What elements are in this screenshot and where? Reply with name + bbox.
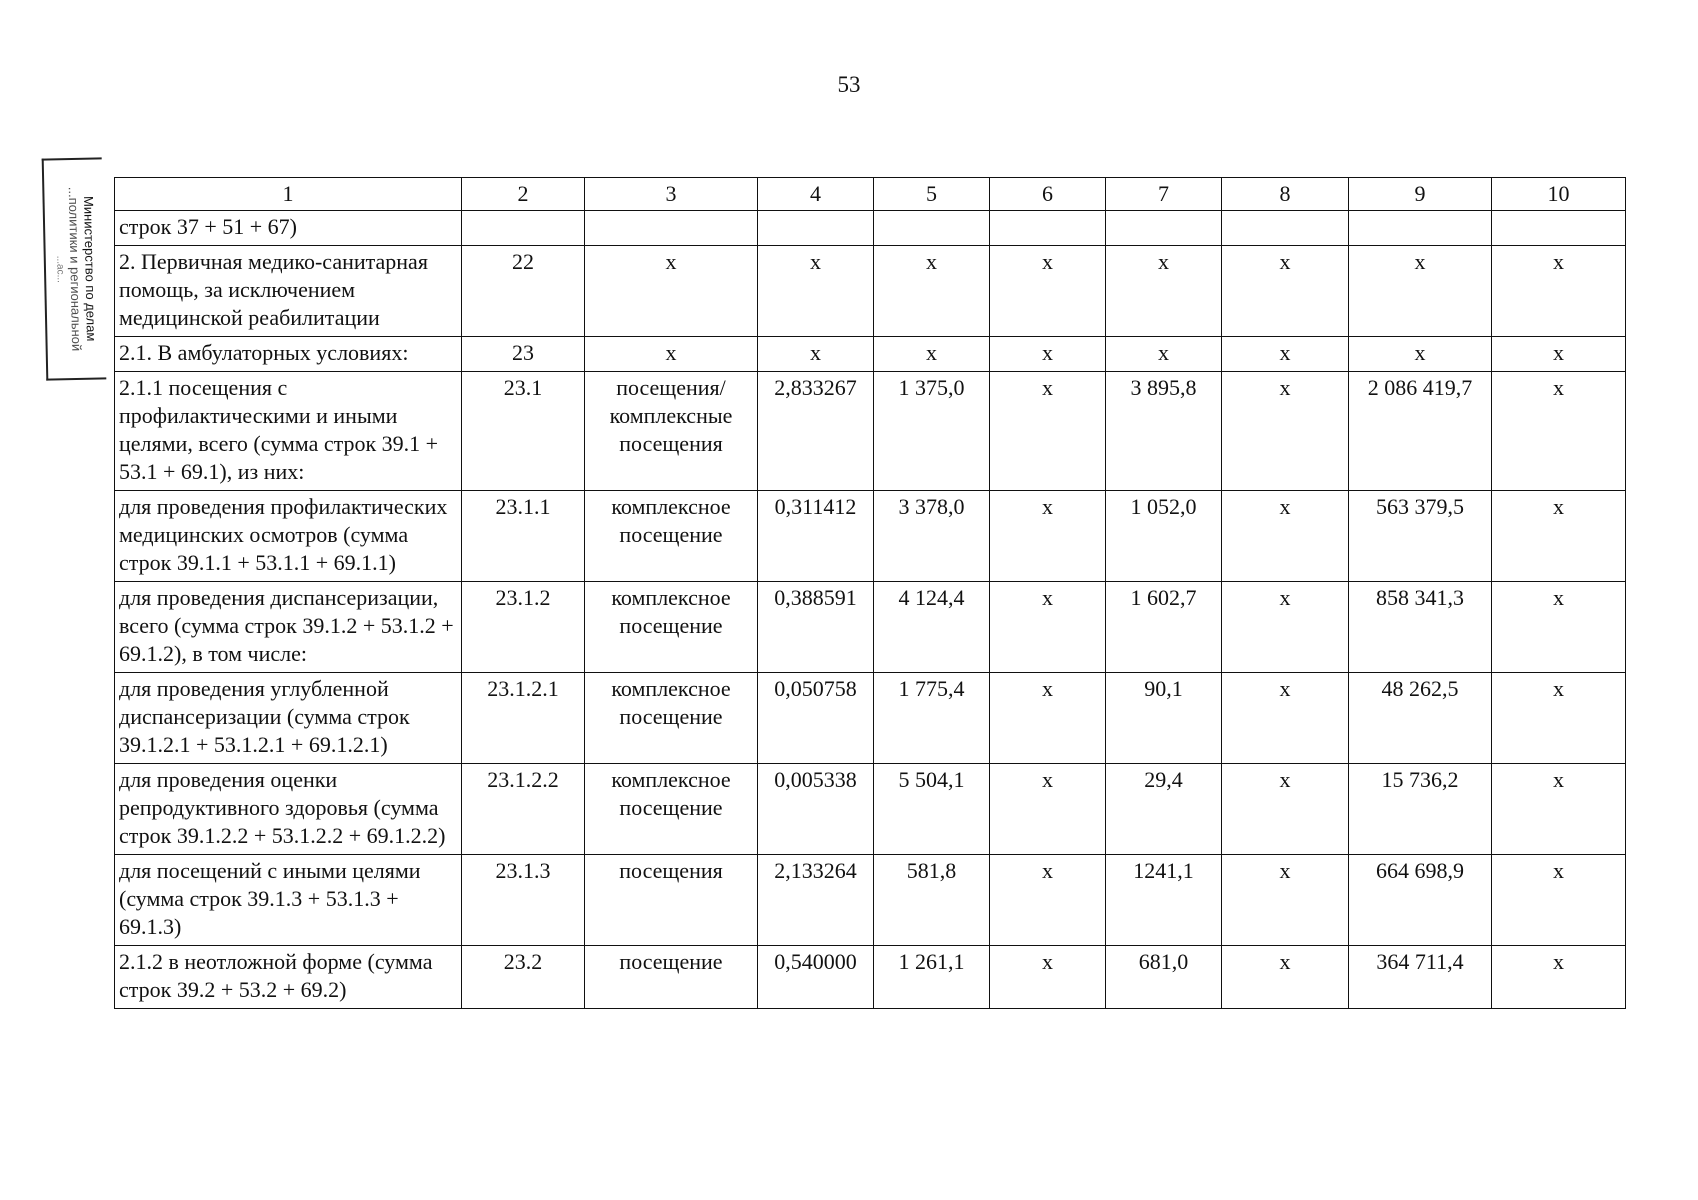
row-name-cell: строк 37 + 51 + 67)	[115, 211, 462, 246]
table-row	[115, 337, 1626, 372]
table-cell: 581,8	[874, 855, 990, 946]
budget-table	[114, 177, 1626, 1009]
table-cell	[874, 211, 990, 246]
table-cell: 23.1.2	[462, 582, 585, 673]
table-cell: х	[874, 246, 990, 337]
table-cell: х	[990, 491, 1106, 582]
table-cell: 22	[462, 246, 585, 337]
table-cell: комплексное посещение	[585, 582, 758, 673]
table-cell: 23.1.1	[462, 491, 585, 582]
table-cell	[462, 211, 585, 246]
table-cell: 1 261,1	[874, 946, 990, 1009]
table-cell: х	[1492, 246, 1626, 337]
table-cell: х	[990, 673, 1106, 764]
table-cell: 29,4	[1106, 764, 1222, 855]
table-cell: 364 711,4	[1349, 946, 1492, 1009]
table-cell: х	[1492, 337, 1626, 372]
table-cell: х	[1222, 764, 1349, 855]
table-cell	[1349, 211, 1492, 246]
table-cell: х	[1492, 946, 1626, 1009]
table-cell: 0,005338	[758, 764, 874, 855]
table-cell: х	[1492, 491, 1626, 582]
table-cell: 0,311412	[758, 491, 874, 582]
table-cell: 5 504,1	[874, 764, 990, 855]
table-row	[115, 855, 1626, 946]
table-row	[115, 582, 1626, 673]
table-cell: х	[758, 337, 874, 372]
table-cell: 4 124,4	[874, 582, 990, 673]
table-cell: х	[1349, 246, 1492, 337]
ministry-stamp	[42, 157, 107, 380]
table-cell: х	[1222, 337, 1349, 372]
table-row	[115, 211, 1626, 246]
table-row	[115, 372, 1626, 491]
table-cell: 1 602,7	[1106, 582, 1222, 673]
table-cell: х	[990, 372, 1106, 491]
table-cell: 0,388591	[758, 582, 874, 673]
row-name-cell: для посещений с иными целями (сумма строк 39.1.3 + 53.1.3 + 69.1.3)	[115, 855, 462, 946]
table-cell: 23.2	[462, 946, 585, 1009]
table-cell: х	[1222, 372, 1349, 491]
table-cell: х	[1492, 372, 1626, 491]
row-name-cell: для проведения оценки репродуктивного здоровья (сумма строк 39.1.2.2 + 53.1.2.2 + 69.1.2.2)	[115, 764, 462, 855]
table-cell: 23.1.2.2	[462, 764, 585, 855]
table-row	[115, 764, 1626, 855]
table-cell: 681,0	[1106, 946, 1222, 1009]
table-cell: 90,1	[1106, 673, 1222, 764]
column-header: 7	[1106, 178, 1222, 211]
table-cell: х	[1106, 246, 1222, 337]
row-name-cell: для проведения углубленной диспансеризации (сумма строк 39.1.2.1 + 53.1.2.1 + 69.1.2.1)	[115, 673, 462, 764]
column-header: 1	[115, 178, 462, 211]
table-cell: комплексное посещение	[585, 673, 758, 764]
table-cell: 23.1.3	[462, 855, 585, 946]
table-cell: 0,050758	[758, 673, 874, 764]
table-cell: 15 736,2	[1349, 764, 1492, 855]
table-cell: 3 378,0	[874, 491, 990, 582]
table-cell: х	[1222, 855, 1349, 946]
table-cell: 563 379,5	[1349, 491, 1492, 582]
page-number: 53	[837, 72, 861, 97]
table-cell: х	[990, 337, 1106, 372]
table-cell	[1222, 211, 1349, 246]
column-header: 8	[1222, 178, 1349, 211]
table-cell: х	[1222, 946, 1349, 1009]
table-cell: 23.1.2.1	[462, 673, 585, 764]
row-name-cell: 2.1.1 посещения с профилактическими и иными целями, всего (сумма строк 39.1 + 53.1 + 69.1), из них:	[115, 372, 462, 491]
table-row	[115, 491, 1626, 582]
row-name-cell: 2.1.2 в неотложной форме (сумма строк 39.2 + 53.2 + 69.2)	[115, 946, 462, 1009]
column-header: 3	[585, 178, 758, 211]
table-cell: 1241,1	[1106, 855, 1222, 946]
table-cell: х	[990, 946, 1106, 1009]
table-cell: 1 375,0	[874, 372, 990, 491]
table-cell: х	[1492, 764, 1626, 855]
table-cell: х	[1492, 855, 1626, 946]
stamp-line-2: ...политики и региональной	[65, 186, 85, 352]
table-cell	[1492, 211, 1626, 246]
table-cell: 2 086 419,7	[1349, 372, 1492, 491]
stamp-line-3: ...ас...	[54, 255, 66, 284]
table-cell: х	[1222, 582, 1349, 673]
column-header: 5	[874, 178, 990, 211]
table-header-row	[115, 178, 1626, 211]
table-cell: 23	[462, 337, 585, 372]
table-row	[115, 673, 1626, 764]
table-cell: 48 262,5	[1349, 673, 1492, 764]
table-cell: х	[1222, 246, 1349, 337]
table-cell: 664 698,9	[1349, 855, 1492, 946]
column-header: 10	[1492, 178, 1626, 211]
table-cell	[585, 211, 758, 246]
table-cell: комплексное посещение	[585, 491, 758, 582]
table-cell: х	[585, 337, 758, 372]
table-cell: посещения	[585, 855, 758, 946]
column-header: 2	[462, 178, 585, 211]
table-cell: комплексное посещение	[585, 764, 758, 855]
table-cell	[1106, 211, 1222, 246]
table-cell: 3 895,8	[1106, 372, 1222, 491]
table-cell: х	[990, 582, 1106, 673]
column-header: 9	[1349, 178, 1492, 211]
row-name-cell: 2. Первичная медико-санитарная помощь, за исключением медицинской реабилитации	[115, 246, 462, 337]
table-cell: 1 052,0	[1106, 491, 1222, 582]
table-cell	[758, 211, 874, 246]
row-name-cell: 2.1. В амбулаторных условиях:	[115, 337, 462, 372]
table-cell: х	[1222, 491, 1349, 582]
table-row	[115, 246, 1626, 337]
table-cell: 858 341,3	[1349, 582, 1492, 673]
table-cell: х	[1492, 673, 1626, 764]
stamp-text	[50, 162, 99, 377]
table-cell: х	[1106, 337, 1222, 372]
table-cell: х	[990, 764, 1106, 855]
row-name-cell: для проведения диспансеризации, всего (сумма строк 39.1.2 + 53.1.2 + 69.1.2), в том числе:	[115, 582, 462, 673]
table-cell: 23.1	[462, 372, 585, 491]
table-cell: посещения/ комплексные посещения	[585, 372, 758, 491]
table-cell: 2,833267	[758, 372, 874, 491]
table-row	[115, 946, 1626, 1009]
row-name-cell: для проведения профилактических медицинских осмотров (сумма строк 39.1.1 + 53.1.1 + 69.1.1)	[115, 491, 462, 582]
table-cell: х	[758, 246, 874, 337]
table-cell: 0,540000	[758, 946, 874, 1009]
stamp-line-1: Министерство по делам	[80, 195, 100, 342]
table-cell	[990, 211, 1106, 246]
table-cell: х	[1349, 337, 1492, 372]
table-cell: х	[1222, 673, 1349, 764]
table-cell: х	[990, 855, 1106, 946]
column-header: 4	[758, 178, 874, 211]
column-header: 6	[990, 178, 1106, 211]
table-cell: 1 775,4	[874, 673, 990, 764]
table-cell: 2,133264	[758, 855, 874, 946]
table-cell: х	[990, 246, 1106, 337]
table-cell: посещение	[585, 946, 758, 1009]
table-cell: х	[874, 337, 990, 372]
table-cell: х	[1492, 582, 1626, 673]
table-cell: х	[585, 246, 758, 337]
